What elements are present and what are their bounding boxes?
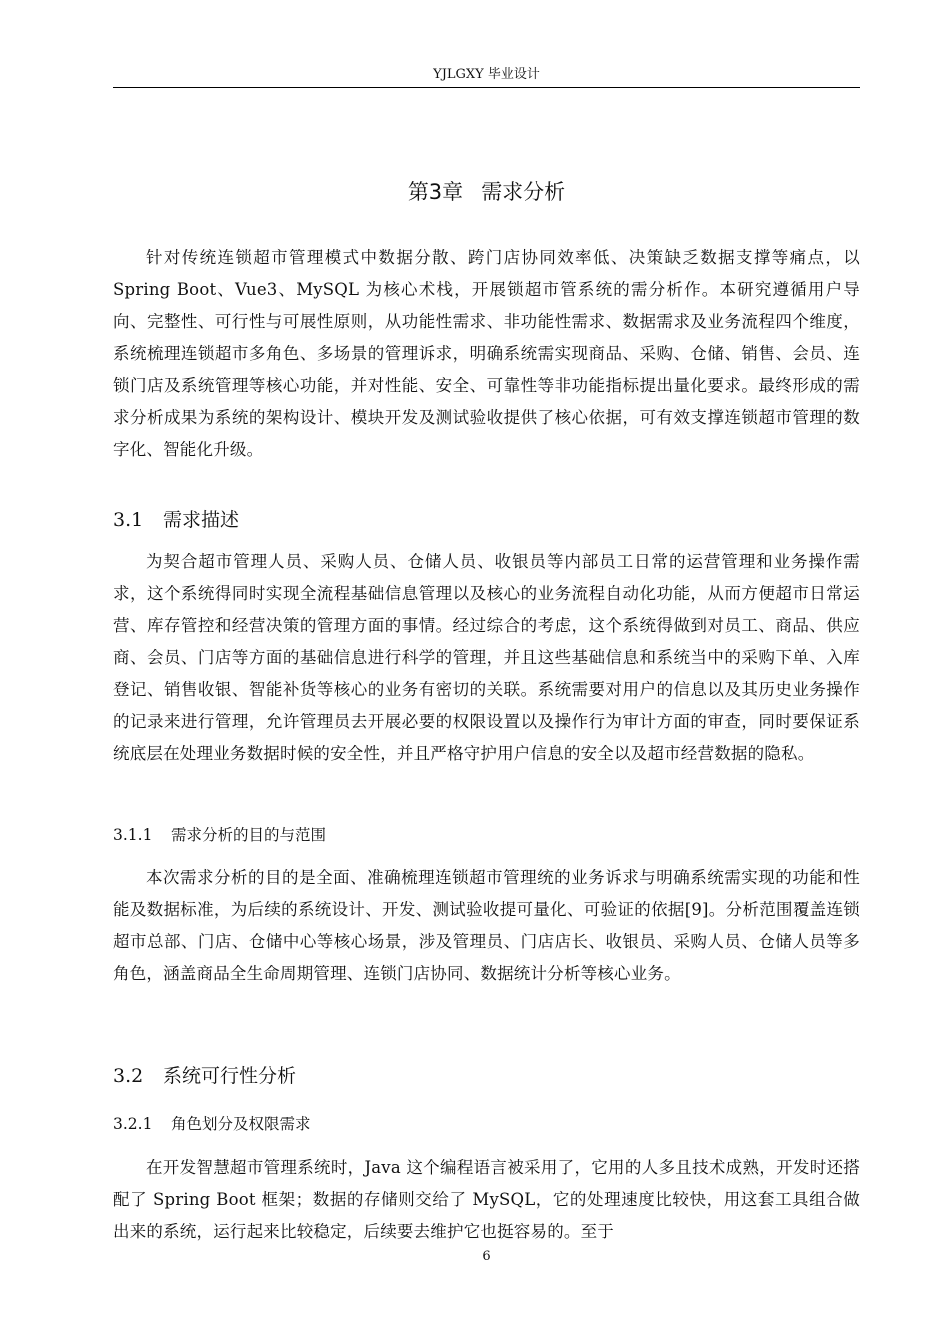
subsection-heading-3-1-1 <box>113 823 860 847</box>
running-header: YJLGXY 毕业设计 <box>433 67 540 82</box>
chapter-title <box>113 177 860 207</box>
section-number: 3.2 <box>113 1065 144 1087</box>
section-heading-3-2 <box>113 1062 860 1090</box>
chapter-number: 第3章 <box>407 180 464 204</box>
subsection-heading-3-2-1 <box>113 1112 860 1136</box>
section-title: 需求描述 <box>163 509 240 531</box>
subsection-title: 角色划分及权限需求 <box>171 1115 311 1133</box>
subsection-number: 3.1.1 <box>113 826 153 844</box>
section-number: 3.1 <box>113 509 144 531</box>
subsection-3-1-1-paragraph: 本次需求分析的目的是全面、准确梳理连锁超市管理统的业务诉求与明确系统需实现的功能和性能及数据标准，为后续的系统设计、开发、测试验收提可量化、可验证的依据[9]。分析范围覆盖连锁超市总部、门店、仓储中心等核心场景，涉及管理员、门店店长、收银员、采购人员、仓储人员等多角色，涵盖商品全生命周期管理、连锁门店协同、数据统计分析等核心业务。 <box>113 868 860 983</box>
header-rule <box>113 87 860 88</box>
subsection-title: 需求分析的目的与范围 <box>171 826 327 844</box>
subsection-number: 3.2.1 <box>113 1115 153 1133</box>
section-title: 系统可行性分析 <box>163 1065 297 1087</box>
subsection-3-2-1-paragraph: 在开发智慧超市管理系统时，Java 这个编程语言被采用了，它用的人多且技术成熟，开发时还搭配了 Spring Boot 框架；数据的存储则交给了 MySQL，它的处理速度比较快，用这套工具组合做出来的系统，运行起来比较稳定，后续要去维护它也挺容易的。至于 <box>113 1158 860 1241</box>
chapter-intro-paragraph: 针对传统连锁超市管理模式中数据分散、跨门店协同效率低、决策缺乏数据支撑等痛点，以 Spring Boot、Vue3、MySQL 为核心术栈，开展锁超市管系统的需分析作。本研究遵循用户导向、完整性、可行性与可展性原则，从功能性需求、非功能性需求、数据需求及业务流程四个维度，系统梳理连锁超市多角色、多场景的管理诉求，明确系统需实现商品、采购、仓储、销售、会员、连锁门店及系统管理等核心功能，并对性能、安全、可靠性等非功能指标提出量化要求。最终形成的需求分析成果为系统的架构设计、模块开发及测试验收提供了核心依据，可有效支撑连锁超市管理的数字化、智能化升级。 <box>113 248 860 459</box>
section-3-1-paragraph: 为契合超市管理人员、采购人员、仓储人员、收银员等内部员工日常的运营管理和业务操作需求，这个系统得同时实现全流程基础信息管理以及核心的业务流程自动化功能，从而方便超市日常运营、库存管控和经营决策的管理方面的事情。经过综合的考虑，这个系统得做到对员工、商品、供应商、会员、门店等方面的基础信息进行科学的管理，并且这些基础信息和系统当中的采购下单、入库登记、销售收银、智能补货等核心的业务有密切的关联。系统需要对用户的信息以及其历史业务操作的记录来进行管理，允许管理员去开展必要的权限设置以及操作行为审计方面的审查，同时要保证系统底层在处理业务数据时候的安全性，并且严格守护用户信息的安全以及超市经营数据的隐私。 <box>113 552 860 763</box>
page-number: 6 <box>482 1249 491 1264</box>
section-heading-3-1 <box>113 506 860 534</box>
chapter-title-text: 需求分析 <box>481 180 566 204</box>
